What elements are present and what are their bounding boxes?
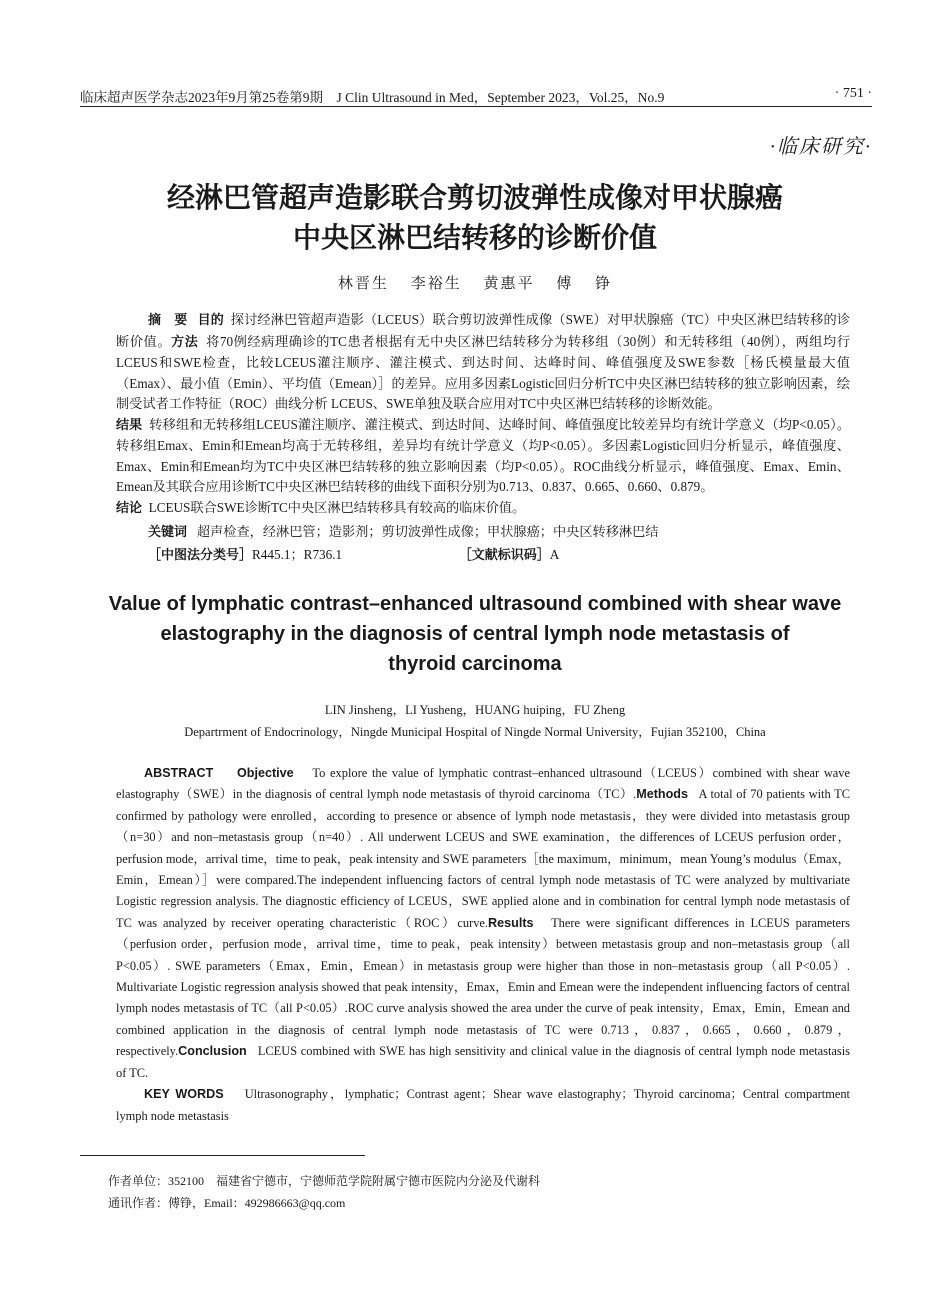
cn-keywords-text: 超声检查，经淋巴管；造影剂；剪切波弹性成像；甲状腺癌；中央区转移淋巴结	[196, 524, 659, 539]
en-keywords-label: KEY WORDS	[144, 1087, 224, 1102]
cn-methods-text: 将70例经病理确诊的TC患者根据有无中央区淋巴结转移分为转移组（30例）和无转移组（40例），两组均行LCEUS和SWE检查，比较LCEUS灌注顺序、灌注模式、到达时间、达峰时间、峰值强度及SWE参数［杨氏模量最大值（Emax）、最小值（Emin）、平均值（Emean）］的差异。应用多因素Logistic回归分析TC中央区淋巴结转移的独立影响因素，绘制受试者工作特征（ROC）曲线分析 LCEUS、SWE单独及联合应用对TC中央区淋巴结转移的诊断效能。	[116, 333, 851, 411]
cn-abstract	[116, 310, 850, 566]
cn-objective-text: 探讨经淋巴管超声造影（LCEUS）联合剪切波弹性成像（SWE）对甲状腺癌（TC）中央区淋巴结转移的诊断价值。	[116, 312, 851, 349]
en-conclusion-label: Conclusion	[178, 1044, 247, 1059]
footnote-affiliation: 作者单位：352100 福建省宁德市，宁德师范学院附属宁德市医院内分泌及代谢科	[108, 1174, 541, 1188]
en-objective-text: To explore the value of lymphatic contrast–enhanced ultrasound（LCEUS）combined with shear wave elastography（SWE）in the diagnosis of central lymph node metastasis of thyroid carcinoma（TC）.	[116, 766, 850, 802]
en-affiliation: Departrment of Endocrinology，Ningde Municipal Hospital of Ningde Normal University，Fujian 352100，China	[184, 725, 766, 739]
en-title-line2: elastography in the diagnosis of central lymph node metastasis of	[160, 623, 790, 645]
clc-value: R445.1；R736.1	[252, 546, 343, 562]
footnote-corresponding-author: 通讯作者：傅铮，Email：492986663@qq.com	[108, 1196, 346, 1210]
en-results-label: Results	[488, 915, 534, 930]
en-authors: LIN Jinsheng，LI Yusheng，HUANG huiping，FU Zheng	[324, 703, 626, 717]
en-results-text: There were significant differences in LCEUS parameters（perfusion order，perfusion mode，arrival time，time to peak，peak intensity）between metastasis group and non–metastasis group（all P<0.05）. SWE parameters（Emax，Emin，Emean）in metastasis group were higher than those in non–metastasis group（all P<0.05）. Multivariate Logistic regression analysis showed that peak intensity，Emax，Emin and Emean were the independent influencing factors of central lymph nodes metastasis of TC（all P<0.05）.ROC curve analysis showed the area under the curve of peak intensity，Emax，Emin，Emean and combined application in the diagnosis of central lymph node metastasis of TC were 0.713，0.837，0.665，0.660，0.879，respectively.	[116, 915, 850, 1059]
doc-code-value: A	[549, 546, 560, 562]
cn-title-line2: 中央区淋巴结转移的诊断价值	[292, 221, 657, 254]
en-objective-label: Objective	[236, 766, 294, 780]
en-abstract-label: ABSTRACT	[144, 766, 214, 780]
en-methods-text: A total of 70 patients with TC confirmed by pathology were enrolled，according to presence or absence of lymph node metastasis，they were divided into metastasis group（n=30）and non–metastasis group（n=40）. All underwent LCEUS and SWE examination，the differences of LCEUS perfusion order，perfusion mode，arrival time，time to peak，peak intensity and SWE parameters［the maximum，minimum，mean Young’s modulus（Emax，Emin，Emean）］were compared.The independent influencing factors of central lymph node metastasis of TC were analyzed by multivariate Logistic regression analysis. The diagnostic efficiency of LCEUS，SWE applied alone and in combination for central lymph node metastasis of TC was analyzed by receiver operating characteristic（ROC）curve.	[116, 787, 851, 930]
en-keywords-text: Ultrasonography，lymphatic；Contrast agent；Shear wave elastography；Thyroid carcinoma；Central compartment lymph node metastasis	[116, 1087, 850, 1123]
cn-results-text: 转移组和无转移组LCEUS灌注顺序、灌注模式、到达时间、达峰时间、峰值强度比较差异均有统计学意义（均P<0.05）。转移组Emax、Emin和Emean均高于无转移组，差异均有统计学意义（均P<0.05）。多因素Logistic回归分析显示，峰值强度、Emax、Emin和Emean均为TC中央区淋巴结转移的独立影响因素（均P<0.05）。ROC曲线分析显示，峰值强度、Emax、Emin、Emean及其联合应用诊断TC中央区淋巴结转移的曲线下面积分别为0.713、0.837、0.665、0.660、0.879。	[116, 416, 851, 494]
en-title-line1: Value of lymphatic contrast–enhanced ultrasound combined with shear wave	[108, 593, 842, 615]
page-number: · 751 ·	[834, 86, 872, 101]
cn-conclusion-label: 结论	[116, 500, 143, 516]
en-title-line3: thyroid carcinoma	[388, 653, 562, 675]
cn-title-line1: 经淋巴管超声造影联合剪切波弹性成像对甲状腺癌	[166, 181, 783, 214]
cn-methods-label: 方法	[171, 334, 199, 350]
en-title	[0, 589, 950, 679]
cn-abstract-label: 摘 要	[148, 313, 188, 328]
en-conclusion-text: LCEUS combined with SWE has high sensitivity and clinical value in the diagnosis of central lymph node metastasis of TC.	[116, 1044, 850, 1080]
en-abstract	[116, 763, 850, 1127]
cn-authors: 林晋生 李裕生 黄惠平 傅 铮	[337, 276, 612, 292]
cn-keywords-label: 关键词	[148, 525, 188, 540]
clc-label: ［中图法分类号］	[148, 547, 253, 563]
doc-code-label: ［文献标识码］	[458, 547, 550, 563]
section-tag: ·临床研究·	[770, 136, 872, 158]
cn-conclusion-text: LCEUS联合SWE诊断TC中央区淋巴结转移具有较高的临床价值。	[148, 499, 526, 515]
en-methods-label: Methods	[636, 787, 688, 802]
footnote-divider	[80, 1155, 365, 1156]
journal-citation: 临床超声医学杂志2023年9月第25卷第9期 J Clin Ultrasound in Med，September 2023，Vol.25，No.9	[80, 90, 665, 105]
cn-objective-label: 目的	[197, 313, 224, 328]
running-header	[80, 84, 872, 107]
cn-results-label: 结果	[116, 417, 143, 433]
